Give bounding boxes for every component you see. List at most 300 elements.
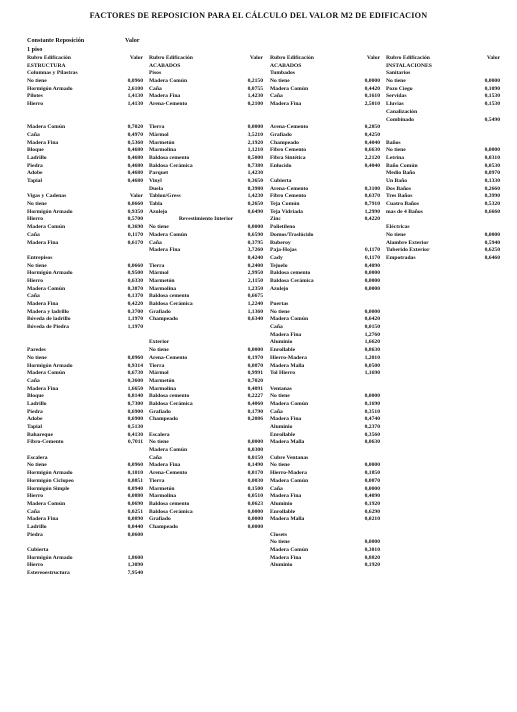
table-row xyxy=(27,232,143,240)
row-value: 2,9950 xyxy=(247,270,263,277)
row-label: Combinado xyxy=(386,116,414,123)
row-value: 1,8600 xyxy=(127,554,143,561)
table-row xyxy=(149,470,263,478)
table-row xyxy=(149,78,263,86)
row-label: Tabla xyxy=(149,201,163,208)
table-row xyxy=(27,347,143,355)
table-row xyxy=(386,63,500,71)
row-label: Rubro Edificación xyxy=(386,55,430,61)
table-row xyxy=(386,240,500,248)
row-value: 0,0251 xyxy=(127,508,143,515)
table-row xyxy=(27,140,143,148)
row-value: 0,8820 xyxy=(364,554,380,561)
row-label: Cubierta xyxy=(27,547,49,553)
table-row xyxy=(386,109,500,117)
table-row xyxy=(27,193,143,201)
table-row xyxy=(27,209,143,217)
row-label: No tiene xyxy=(27,462,47,469)
row-label: Fibro Cemento xyxy=(270,147,307,154)
table-row xyxy=(270,240,380,248)
table-row xyxy=(149,324,263,332)
row-label: Un Baño xyxy=(386,178,407,184)
table-row xyxy=(270,140,380,148)
row-label: Duela xyxy=(149,185,163,192)
row-label: Madera Fina xyxy=(27,385,59,392)
row-label: Madera Fina xyxy=(270,416,302,423)
row-label: No tiene xyxy=(386,78,406,85)
table-row xyxy=(27,401,143,409)
table-row xyxy=(27,547,143,555)
table-row xyxy=(149,101,263,109)
row-value: 0,4130 xyxy=(127,431,143,438)
row-value: 0,4240 xyxy=(247,254,263,261)
constante-reposicion-label: Constante Reposición xyxy=(27,37,85,44)
row-value: 1,2990 xyxy=(364,208,380,215)
row-label: Tuberido Exterior xyxy=(386,247,430,254)
row-label: Ventanas xyxy=(270,385,292,392)
table-row xyxy=(27,55,143,63)
row-label: Alambre Exterior xyxy=(386,239,429,246)
row-label: Ruberoy xyxy=(270,239,291,246)
row-label: Baldosa cemento xyxy=(149,154,190,161)
row-label: Rubro Edificación xyxy=(27,55,71,61)
row-label: Hormigón Armado xyxy=(27,85,73,92)
row-value: 1,4130 xyxy=(127,101,143,108)
table-row xyxy=(27,163,143,171)
table-row xyxy=(149,301,263,309)
row-value: 0,0170 xyxy=(247,470,263,477)
column-instalaciones xyxy=(386,55,500,263)
row-label: Baldosa Cerámica xyxy=(149,508,193,515)
table-row xyxy=(149,140,263,148)
row-label: Hierro xyxy=(27,277,44,284)
row-label: No tiene xyxy=(27,78,47,85)
table-row xyxy=(149,170,263,178)
row-value: 0,4680 xyxy=(127,162,143,169)
table-row xyxy=(27,378,143,386)
table-row xyxy=(270,132,380,140)
row-value: 0,9991 xyxy=(247,370,263,377)
row-label: Revestimiento Interior xyxy=(178,216,234,223)
table-row xyxy=(149,178,263,186)
row-value: 0,6730 xyxy=(127,370,143,377)
row-value: 0,5490 xyxy=(484,116,500,123)
row-label: Madera Malla xyxy=(270,362,305,369)
table-row xyxy=(27,432,143,440)
table-row xyxy=(149,355,263,363)
row-label: Fibro-Cemento xyxy=(27,439,64,446)
row-value: 0,1490 xyxy=(247,462,263,469)
table-row xyxy=(270,78,380,86)
table-row xyxy=(386,78,500,86)
table-row xyxy=(149,316,263,324)
table-row xyxy=(270,232,380,240)
row-value: 0,3560 xyxy=(364,431,380,438)
table-row xyxy=(149,332,263,340)
table-row xyxy=(149,132,263,140)
row-label: Madera Fina xyxy=(27,239,59,246)
table-row xyxy=(270,509,380,517)
row-label: Caña xyxy=(27,231,40,238)
row-value: 0,0690 xyxy=(127,500,143,507)
row-label: Marmolina xyxy=(149,493,177,500)
row-label: Hormigón Armado xyxy=(27,270,73,277)
row-value: 0,0880 xyxy=(127,493,143,500)
row-value: 0,5130 xyxy=(127,424,143,430)
row-label: Bloque xyxy=(27,147,44,154)
table-row xyxy=(27,101,143,109)
table-row xyxy=(27,124,143,132)
row-value: 0,0440 xyxy=(127,523,143,530)
row-label: Caña xyxy=(270,485,283,492)
row-label: Cubierta xyxy=(270,178,292,184)
row-value: 0,1610 xyxy=(364,93,380,100)
row-value: 0,2850 xyxy=(364,124,380,131)
table-row xyxy=(149,263,263,271)
table-row xyxy=(386,132,500,140)
row-value: 1,4130 xyxy=(127,93,143,100)
row-label: Mármol xyxy=(149,131,169,138)
constante-reposicion-sub: 1 piso xyxy=(27,46,43,53)
row-label: Grafiado xyxy=(149,408,171,415)
table-row xyxy=(149,209,263,217)
row-label: Arena-Cemento xyxy=(149,354,188,361)
row-value: 0,0000 xyxy=(247,347,263,354)
row-label: Marmetón xyxy=(149,139,175,146)
row-value: 0,0000 xyxy=(364,462,380,469)
row-value: 2,1920 xyxy=(247,139,263,146)
row-label: Baldosa Cerámica xyxy=(149,400,193,407)
table-row xyxy=(270,447,380,455)
row-value: 0,1170 xyxy=(364,254,380,261)
table-row xyxy=(27,470,143,478)
row-value: 1,2240 xyxy=(247,301,263,307)
table-row xyxy=(386,209,500,217)
row-label: Adobe xyxy=(27,170,43,177)
row-label: Fibra Sintética xyxy=(270,154,306,161)
row-value: 0,1330 xyxy=(484,178,500,184)
row-label: Baldosa Cerámica xyxy=(270,277,314,284)
row-label: Marmolina xyxy=(149,147,177,154)
row-value: 0,2660 xyxy=(484,185,500,192)
row-label: Baldosa cemento xyxy=(149,393,190,400)
table-row xyxy=(270,393,380,401)
table-row xyxy=(27,170,143,178)
row-label: Entrepisos xyxy=(27,254,53,261)
row-label: INSTALACIONES xyxy=(386,62,432,69)
table-row xyxy=(27,70,143,78)
row-label: Sanitarios xyxy=(386,70,411,77)
row-label: Hormigón Simple xyxy=(27,485,70,492)
table-row xyxy=(27,117,143,125)
table-row xyxy=(386,163,500,171)
table-row xyxy=(270,278,380,286)
row-value: 0,3795 xyxy=(247,239,263,246)
row-label: No tiene xyxy=(270,78,290,85)
row-label: Madera Fina xyxy=(149,93,181,100)
row-label: Madera Común xyxy=(270,85,309,92)
table-row xyxy=(270,124,380,132)
row-label: Teja Vidriada xyxy=(270,208,303,215)
table-row xyxy=(386,101,500,109)
table-row xyxy=(270,347,380,355)
table-row xyxy=(270,163,380,171)
row-label: Fibro Cemento xyxy=(270,193,307,200)
row-label: Servidas xyxy=(386,93,407,100)
row-label: Caña xyxy=(270,408,283,415)
row-value: Valor xyxy=(249,55,263,61)
row-value: 0,6420 xyxy=(364,316,380,323)
table-row xyxy=(149,432,263,440)
row-value: 0,0000 xyxy=(364,539,380,546)
row-label: Madera Común xyxy=(27,224,66,231)
column-acabados-pisos xyxy=(149,55,263,532)
row-value: 0,8630 xyxy=(364,347,380,354)
row-label: Piedra xyxy=(27,408,43,415)
table-row xyxy=(386,170,500,178)
row-value: 0,0623 xyxy=(247,500,263,507)
table-row xyxy=(149,232,263,240)
row-label: Pisos xyxy=(149,70,162,77)
row-label: Marmolina xyxy=(149,285,177,292)
row-label: Caña xyxy=(149,454,162,461)
row-value: 0,0630 xyxy=(364,439,380,446)
row-value: 0,0000 xyxy=(484,78,500,85)
row-value: 0,0960 xyxy=(127,462,143,469)
row-value: 0,1090 xyxy=(484,85,500,92)
row-value: 0,7011 xyxy=(127,439,143,446)
table-row xyxy=(149,478,263,486)
row-value: 0,6460 xyxy=(484,254,500,261)
row-label: Caña xyxy=(27,131,40,138)
row-value: 0,4220 xyxy=(127,301,143,307)
row-label: Enrollable xyxy=(270,508,296,515)
row-value: 0,3690 xyxy=(127,224,143,231)
row-value: 0,2400 xyxy=(247,262,263,269)
table-row xyxy=(270,201,380,209)
row-label: Madera Fina xyxy=(27,516,59,523)
row-label: Cady xyxy=(270,254,283,261)
row-label: Madera Fina xyxy=(270,554,302,561)
table-row xyxy=(149,370,263,378)
row-label: ACABADOS xyxy=(270,62,302,69)
table-row xyxy=(149,401,263,409)
table-row xyxy=(149,339,263,347)
row-value: 0,4970 xyxy=(127,131,143,138)
row-label: Ladrillo xyxy=(27,400,47,407)
table-row xyxy=(270,501,380,509)
row-value: 0,0150 xyxy=(247,454,263,461)
table-row xyxy=(27,524,143,532)
row-label: Tres Baños xyxy=(386,193,413,200)
table-row xyxy=(27,201,143,209)
row-value: 0,0000 xyxy=(364,308,380,315)
row-value: 0,0000 xyxy=(247,516,263,523)
row-value: 0,5320 xyxy=(484,201,500,208)
table-row xyxy=(27,501,143,509)
table-row xyxy=(270,147,380,155)
row-value: 0,1170 xyxy=(364,247,380,254)
row-value: 0,6590 xyxy=(247,231,263,238)
row-label: Tumbados xyxy=(270,70,295,77)
row-label: ACABADOS xyxy=(149,62,181,69)
row-label: Exterior xyxy=(149,339,170,346)
table-row xyxy=(270,516,380,524)
row-label: Teja Común xyxy=(270,201,300,208)
table-row xyxy=(149,516,263,524)
table-row xyxy=(149,455,263,463)
table-row xyxy=(270,109,380,117)
table-row xyxy=(149,347,263,355)
table-row xyxy=(270,455,380,463)
table-row xyxy=(270,309,380,317)
row-value: 0,0870 xyxy=(247,362,263,369)
row-label: No tiene xyxy=(270,393,290,400)
table-row xyxy=(149,147,263,155)
table-row xyxy=(270,486,380,494)
row-label: Mármol xyxy=(149,370,169,377)
row-value: 0,6660 xyxy=(484,208,500,215)
table-row xyxy=(27,286,143,294)
table-row xyxy=(270,370,380,378)
table-row xyxy=(270,170,380,178)
row-label: Bloque xyxy=(27,393,44,400)
table-row xyxy=(27,478,143,486)
table-row xyxy=(386,147,500,155)
table-row xyxy=(27,570,143,578)
row-label: Hierro xyxy=(27,101,44,108)
row-label: Enrollable xyxy=(270,347,296,354)
table-row xyxy=(386,216,500,224)
table-row xyxy=(27,147,143,155)
row-value: 0,0150 xyxy=(364,324,380,331)
row-value: 0,0000 xyxy=(484,231,500,238)
row-value: 0,0000 xyxy=(247,224,263,231)
table-row xyxy=(27,309,143,317)
table-row xyxy=(270,224,380,232)
row-label: Canalización xyxy=(386,108,418,115)
row-value: 1,1690 xyxy=(364,370,380,377)
row-label: Madera Fina xyxy=(27,301,59,307)
row-label: Arena-Cemento xyxy=(149,470,188,477)
row-label: Aluminio xyxy=(270,339,293,346)
row-value: 0,9500 xyxy=(127,270,143,277)
row-value: 1,2760 xyxy=(364,331,380,338)
row-value: 0,5000 xyxy=(247,154,263,161)
row-value: 0,1970 xyxy=(247,354,263,361)
row-value: 0,6330 xyxy=(127,277,143,284)
table-row xyxy=(270,439,380,447)
table-row xyxy=(149,216,263,224)
row-value: 0,1920 xyxy=(364,500,380,507)
row-value: 0,3650 xyxy=(247,178,263,184)
table-row xyxy=(27,109,143,117)
row-value: 1,3090 xyxy=(127,562,143,569)
table-row xyxy=(27,363,143,371)
table-row xyxy=(27,447,143,455)
table-row xyxy=(270,547,380,555)
table-row xyxy=(27,486,143,494)
row-value: 0,5360 xyxy=(127,139,143,146)
row-label: Escalera xyxy=(149,431,170,438)
row-label: Baldosa cemento xyxy=(149,293,190,300)
row-value: 0,4090 xyxy=(364,493,380,500)
row-value: 0,5940 xyxy=(484,239,500,246)
table-row xyxy=(270,409,380,417)
row-label: Caña xyxy=(27,508,40,515)
table-row xyxy=(270,93,380,101)
row-value: 0,6630 xyxy=(364,147,380,154)
row-label: Parquet xyxy=(149,170,169,177)
table-row xyxy=(27,439,143,447)
table-row xyxy=(149,155,263,163)
table-row xyxy=(149,486,263,494)
row-label: Tierra xyxy=(149,477,165,484)
table-row xyxy=(27,255,143,263)
table-row xyxy=(386,224,500,232)
row-label: Caña xyxy=(149,239,162,246)
table-row xyxy=(270,432,380,440)
row-label: Madera Común xyxy=(149,447,188,454)
table-row xyxy=(27,424,143,432)
row-label: Madera Común xyxy=(270,400,309,407)
row-value: 0,0310 xyxy=(484,154,500,161)
table-row xyxy=(27,562,143,570)
row-label: Champeado xyxy=(149,523,178,530)
table-row xyxy=(270,293,380,301)
row-value: 0,0000 xyxy=(247,439,263,446)
table-row xyxy=(27,416,143,424)
table-row xyxy=(149,117,263,125)
row-value: 1,2010 xyxy=(364,354,380,361)
row-label: Tierra xyxy=(149,362,165,369)
row-label: Aluminio xyxy=(270,500,293,507)
row-label: No tiene xyxy=(27,354,47,361)
table-row xyxy=(270,247,380,255)
row-label: Mármol xyxy=(149,270,169,277)
table-row xyxy=(27,339,143,347)
table-row xyxy=(149,286,263,294)
row-label: Tejuelo xyxy=(270,262,288,269)
table-row xyxy=(270,316,380,324)
row-value: 0,2650 xyxy=(247,201,263,208)
row-value: 0,0030 xyxy=(247,477,263,484)
row-label: Vinyl xyxy=(149,178,162,184)
table-row xyxy=(149,278,263,286)
row-value: 0,9314 xyxy=(127,362,143,369)
table-row xyxy=(270,524,380,532)
row-label: Hormigón Armado xyxy=(27,208,73,215)
table-row xyxy=(27,216,143,224)
table-row xyxy=(386,124,500,132)
column-estructura xyxy=(27,55,143,578)
row-label: Madera Común xyxy=(27,370,66,377)
row-value: 3,7260 xyxy=(247,247,263,254)
row-label: No tiene xyxy=(27,201,47,208)
row-value: 0,5700 xyxy=(127,216,143,223)
row-value: 0,0970 xyxy=(484,170,500,177)
table-row xyxy=(270,270,380,278)
table-row xyxy=(149,386,263,394)
row-value: 0,7380 xyxy=(247,162,263,169)
row-label: Marmetón xyxy=(149,277,175,284)
row-label: Madera Común xyxy=(270,316,309,323)
row-label: Madera Común xyxy=(149,78,188,85)
row-label: Paredes xyxy=(27,347,46,354)
row-value: 0,0000 xyxy=(484,147,500,154)
row-label: Caña xyxy=(270,93,283,100)
row-label: Baldosa cemento xyxy=(149,500,190,507)
